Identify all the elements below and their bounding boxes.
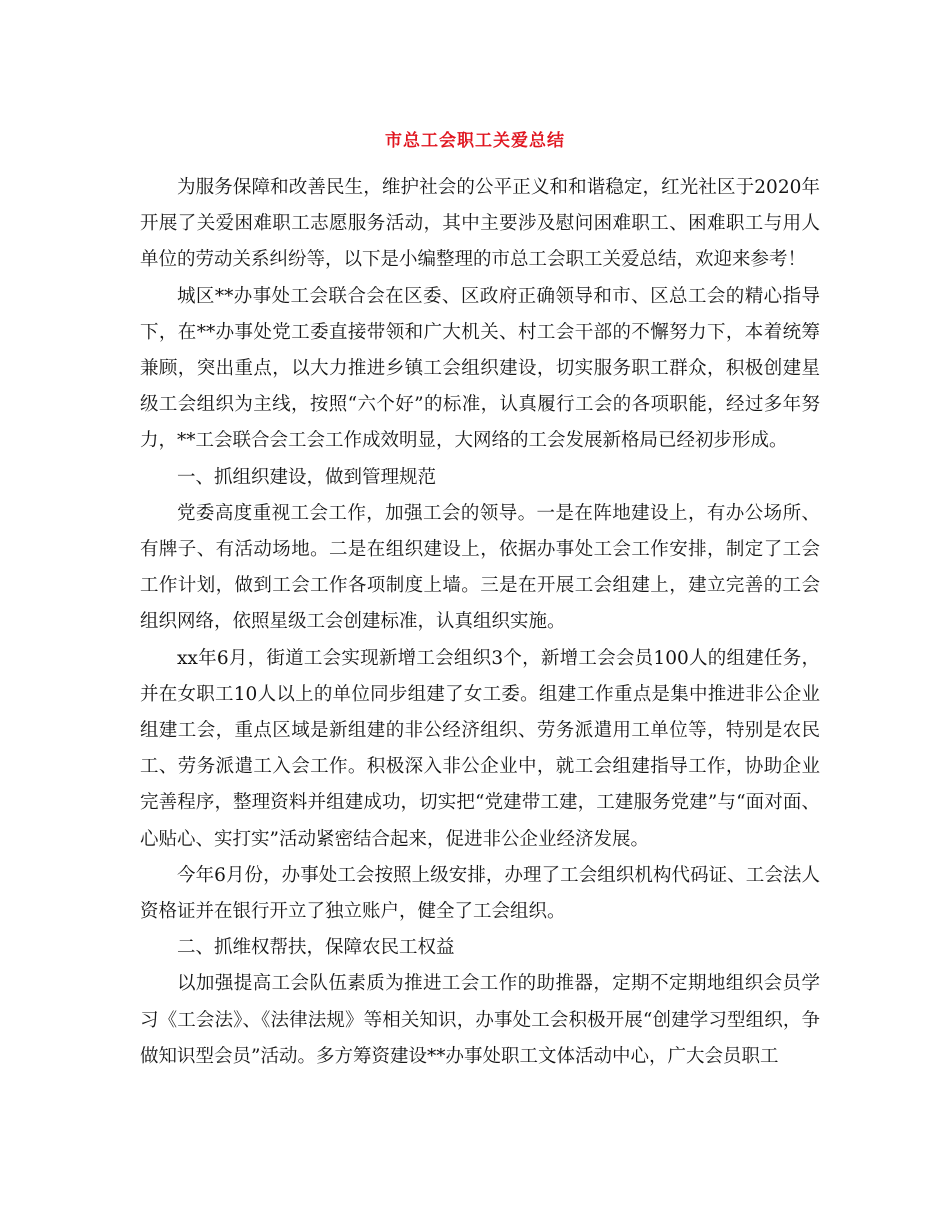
paragraph-intro: 为服务保障和改善民生，维护社会的公平正义和和谐稳定，红光社区于2020年开展了关爱困难职工志愿服务活动，其中主要涉及慰问困难职工、困难职工与用人单位的劳动关系纠纷等，以下是小编整理的市总工会职工关爱总结，欢迎来参考！ <box>140 177 820 271</box>
document-body <box>140 170 820 1075</box>
section-heading-2: 二、抓维权帮扶，保障农民工权益 <box>177 937 455 959</box>
paragraph-unionization: xx年6月，街道工会实现新增工会组织3个，新增工会会员100人的组建任务，并在女职工10人以上的单位同步组建了女工委。组建工作重点是集中推进非公企业组建工会，重点区域是新组建的非公经济组织、劳务派遣用工单位等，特别是农民工、劳务派遣工入会工作。积极深入非公企业中，就工会组建指导工作，协助企业完善程序，整理资料并组建成功，切实把“党建带工建，工建服务党建”与“面对面、心贴心、实打实”活动紧密结合起来，促进非公企业经济发展。 <box>140 647 820 850</box>
paragraph-certification: 今年6月份，办事处工会按照上级安排，办理了工会组织机构代码证、工会法人资格证并在银行开立了独立账户，健全了工会组织。 <box>140 864 820 923</box>
paragraph-organization: 党委高度重视工会工作，加强工会的领导。一是在阵地建设上，有办公场所、有牌子、有活动场地。二是在组织建设上，依据办事处工会工作安排，制定了工会工作计划，做到工会工作各项制度上墙。三是在开展工会组建上，建立完善的工会组织网络，依照星级工会创建标准，认真组织实施。 <box>140 502 820 633</box>
paragraph-rights: 以加强提高工会队伍素质为推进工会工作的助推器，定期不定期地组织会员学习《工会法》、《法律法规》等相关知识，办事处工会积极开展“创建学习型组织，争做知识型会员”活动。多方筹资建设**办事处职工文体活动中心，广大会员职工 <box>140 973 820 1067</box>
paragraph-overview: 城区**办事处工会联合会在区委、区政府正确领导和市、区总工会的精心指导下，在**办事处党工委直接带领和广大机关、村工会干部的不懈努力下，本着统筹兼顾，突出重点，以大力推进乡镇工会组织建设，切实服务职工群众，积极创建星级工会组织为主线，按照“六个好”的标准，认真履行工会的各项职能，经过多年努力，**工会联合会工会工作成效明显，大网络的工会发展新格局已经初步形成。 <box>140 285 820 452</box>
section-heading-1: 一、抓组织建设，做到管理规范 <box>177 466 437 488</box>
document-title: 市总工会职工关爱总结 <box>385 131 565 151</box>
